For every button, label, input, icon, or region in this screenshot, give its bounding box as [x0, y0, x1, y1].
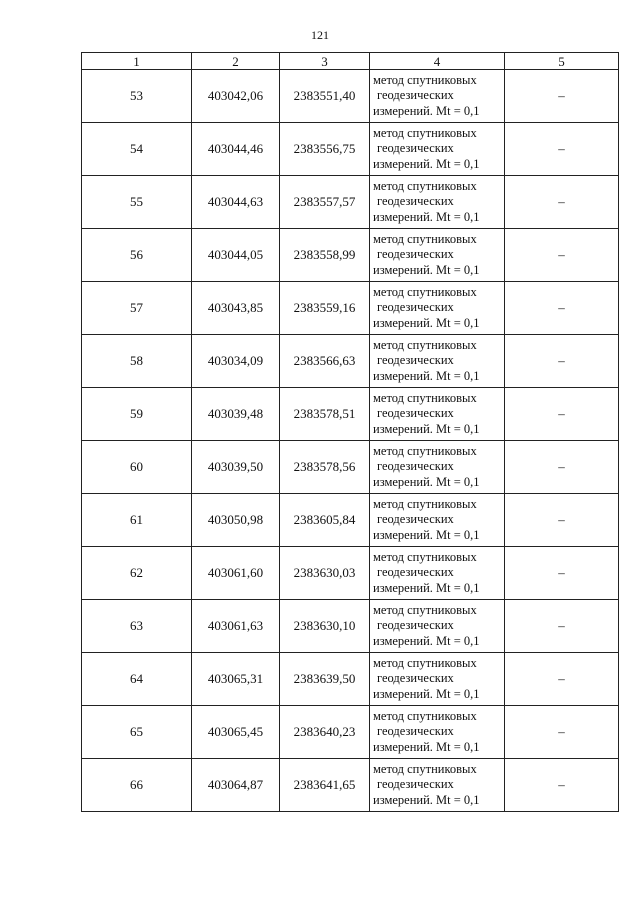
method-line: геодезических [377, 141, 454, 156]
point-number-cell: 57 [82, 282, 192, 335]
note-cell: – [505, 282, 619, 335]
point-number-cell: 64 [82, 653, 192, 706]
table-row [82, 335, 619, 388]
method-line: метод спутниковых [373, 708, 477, 723]
point-number-cell: 60 [82, 441, 192, 494]
table-row [82, 759, 619, 812]
y-coordinate-cell: 2383641,65 [280, 759, 370, 812]
note-cell: – [505, 388, 619, 441]
method-cell [370, 176, 505, 229]
method-line: метод спутниковых [373, 549, 477, 564]
y-coordinate-cell: 2383566,63 [280, 335, 370, 388]
method-line: измерений. Mt = 0,1 [373, 209, 480, 224]
x-coordinate-cell: 403064,87 [192, 759, 280, 812]
table-row [82, 229, 619, 282]
y-coordinate-cell: 2383557,57 [280, 176, 370, 229]
y-coordinate-cell: 2383639,50 [280, 653, 370, 706]
method-cell [370, 494, 505, 547]
table-row [82, 176, 619, 229]
method-line: геодезических [377, 671, 454, 686]
method-cell [370, 388, 505, 441]
method-line: метод спутниковых [373, 284, 477, 299]
method-line: измерений. Mt = 0,1 [373, 527, 480, 542]
note-cell: – [505, 176, 619, 229]
x-coordinate-cell: 403061,60 [192, 547, 280, 600]
method-line: геодезических [377, 565, 454, 580]
method-line: метод спутниковых [373, 602, 477, 617]
method-cell [370, 706, 505, 759]
method-line: геодезических [377, 194, 454, 209]
method-line: геодезических [377, 459, 454, 474]
point-number-cell: 54 [82, 123, 192, 176]
header-col-1: 1 [82, 53, 192, 70]
method-line: измерений. Mt = 0,1 [373, 686, 480, 701]
method-cell [370, 759, 505, 812]
method-line: геодезических [377, 353, 454, 368]
point-number-cell: 63 [82, 600, 192, 653]
method-line: метод спутниковых [373, 125, 477, 140]
y-coordinate-cell: 2383630,10 [280, 600, 370, 653]
y-coordinate-cell: 2383578,51 [280, 388, 370, 441]
point-number-cell: 53 [82, 70, 192, 123]
note-cell: – [505, 335, 619, 388]
method-line: геодезических [377, 724, 454, 739]
y-coordinate-cell: 2383558,99 [280, 229, 370, 282]
x-coordinate-cell: 403039,48 [192, 388, 280, 441]
header-col-3: 3 [280, 53, 370, 70]
method-line: метод спутниковых [373, 337, 477, 352]
method-line: измерений. Mt = 0,1 [373, 315, 480, 330]
note-cell: – [505, 494, 619, 547]
method-line: измерений. Mt = 0,1 [373, 580, 480, 595]
method-cell [370, 547, 505, 600]
table-row [82, 388, 619, 441]
header-col-4: 4 [370, 53, 505, 70]
method-cell [370, 335, 505, 388]
x-coordinate-cell: 403050,98 [192, 494, 280, 547]
table-row [82, 441, 619, 494]
note-cell: – [505, 547, 619, 600]
method-line: измерений. Mt = 0,1 [373, 368, 480, 383]
point-number-cell: 58 [82, 335, 192, 388]
note-cell: – [505, 123, 619, 176]
method-line: метод спутниковых [373, 443, 477, 458]
method-cell [370, 600, 505, 653]
method-line: геодезических [377, 512, 454, 527]
method-line: метод спутниковых [373, 72, 477, 87]
method-line: метод спутниковых [373, 390, 477, 405]
table-header [82, 53, 619, 70]
method-line: измерений. Mt = 0,1 [373, 633, 480, 648]
table-row [82, 123, 619, 176]
y-coordinate-cell: 2383578,56 [280, 441, 370, 494]
method-cell [370, 441, 505, 494]
point-number-cell: 61 [82, 494, 192, 547]
note-cell: – [505, 706, 619, 759]
method-cell [370, 229, 505, 282]
table-row [82, 70, 619, 123]
method-line: геодезических [377, 618, 454, 633]
header-row [82, 53, 619, 70]
x-coordinate-cell: 403044,46 [192, 123, 280, 176]
y-coordinate-cell: 2383640,23 [280, 706, 370, 759]
method-line: измерений. Mt = 0,1 [373, 262, 480, 277]
method-line: измерений. Mt = 0,1 [373, 792, 480, 807]
x-coordinate-cell: 403039,50 [192, 441, 280, 494]
method-line: измерений. Mt = 0,1 [373, 156, 480, 171]
note-cell: – [505, 229, 619, 282]
point-number-cell: 62 [82, 547, 192, 600]
point-number-cell: 55 [82, 176, 192, 229]
method-line: геодезических [377, 247, 454, 262]
header-col-5: 5 [505, 53, 619, 70]
y-coordinate-cell: 2383559,16 [280, 282, 370, 335]
point-number-cell: 66 [82, 759, 192, 812]
x-coordinate-cell: 403043,85 [192, 282, 280, 335]
table-row [82, 494, 619, 547]
point-number-cell: 56 [82, 229, 192, 282]
method-line: измерений. Mt = 0,1 [373, 421, 480, 436]
method-line: измерений. Mt = 0,1 [373, 739, 480, 754]
coordinates-table [81, 52, 619, 812]
y-coordinate-cell: 2383605,84 [280, 494, 370, 547]
x-coordinate-cell: 403042,06 [192, 70, 280, 123]
method-line: геодезических [377, 406, 454, 421]
method-line: метод спутниковых [373, 761, 477, 776]
method-line: метод спутниковых [373, 178, 477, 193]
point-number-cell: 65 [82, 706, 192, 759]
method-cell [370, 123, 505, 176]
table-row [82, 600, 619, 653]
table-row [82, 653, 619, 706]
method-cell [370, 70, 505, 123]
method-line: метод спутниковых [373, 496, 477, 511]
method-line: метод спутниковых [373, 231, 477, 246]
y-coordinate-cell: 2383630,03 [280, 547, 370, 600]
y-coordinate-cell: 2383551,40 [280, 70, 370, 123]
table-row [82, 547, 619, 600]
header-col-2: 2 [192, 53, 280, 70]
method-cell [370, 282, 505, 335]
method-line: геодезических [377, 777, 454, 792]
point-number-cell: 59 [82, 388, 192, 441]
table-row [82, 282, 619, 335]
x-coordinate-cell: 403044,05 [192, 229, 280, 282]
y-coordinate-cell: 2383556,75 [280, 123, 370, 176]
table-row [82, 706, 619, 759]
method-line: измерений. Mt = 0,1 [373, 103, 480, 118]
page-number: 121 [311, 28, 329, 42]
method-line: метод спутниковых [373, 655, 477, 670]
x-coordinate-cell: 403044,63 [192, 176, 280, 229]
x-coordinate-cell: 403065,31 [192, 653, 280, 706]
method-line: геодезических [377, 88, 454, 103]
x-coordinate-cell: 403061,63 [192, 600, 280, 653]
x-coordinate-cell: 403034,09 [192, 335, 280, 388]
method-cell [370, 653, 505, 706]
note-cell: – [505, 653, 619, 706]
x-coordinate-cell: 403065,45 [192, 706, 280, 759]
note-cell: – [505, 600, 619, 653]
note-cell: – [505, 70, 619, 123]
table-body [82, 70, 619, 812]
note-cell: – [505, 759, 619, 812]
method-line: геодезических [377, 300, 454, 315]
method-line: измерений. Mt = 0,1 [373, 474, 480, 489]
note-cell: – [505, 441, 619, 494]
